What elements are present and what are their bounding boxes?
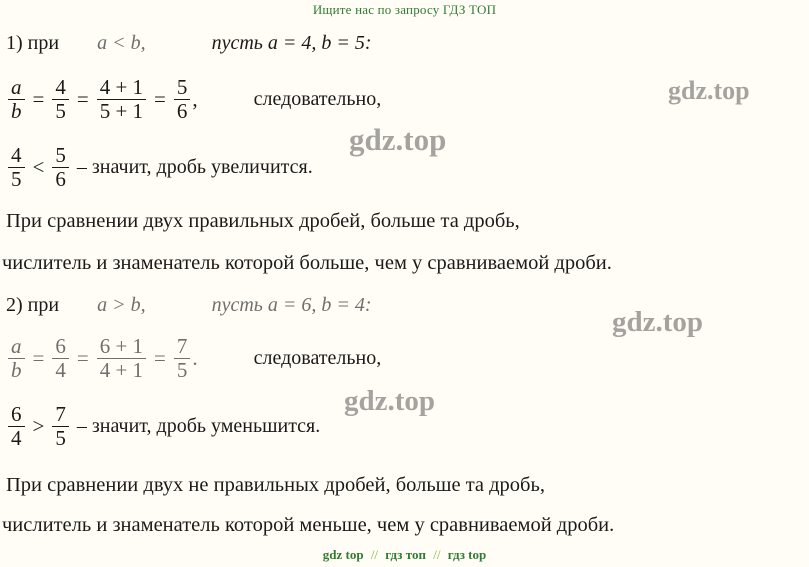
bottom-banner-left: gdz top: [322, 547, 364, 562]
watermark-gdz-top-4: gdz.top: [344, 385, 436, 417]
case1-index: 1) при: [6, 32, 60, 54]
equals-3: =: [154, 86, 166, 111]
case2-rule-line1: При сравнении двух не правильных дробей, больше та дробь,: [6, 474, 545, 496]
case1-rule-line1: При сравнении двух правильных дробей, больше та дробь,: [6, 210, 520, 232]
greater-than-sign: >: [32, 413, 45, 438]
case2-equation: [6, 335, 381, 381]
fraction-4-over-5-compare: $\frac{4}{5}$: [8, 144, 25, 190]
fraction-7-over-5-compare: $\frac{7}{5}$: [52, 403, 69, 449]
fraction-6plus1-over-4plus1: $\frac{6 + 1}{4 + 1}$: [97, 335, 146, 381]
fraction-4-over-5: $\frac{4}{5}$: [52, 76, 69, 122]
case1-equation: [6, 76, 381, 122]
case2-condition: a > b,: [97, 294, 146, 316]
bottom-banner-sep-2: //: [433, 547, 441, 562]
fraction-a-over-b: $\frac{a}{b}$: [8, 76, 25, 122]
case2-conclusion: – значит, дробь уменьшится.: [76, 414, 321, 437]
case1-lead: [6, 32, 372, 55]
fraction-6-over-4: $\frac{6}{4}$: [52, 335, 69, 381]
fraction-5-over-6-compare: $\frac{5}{6}$: [52, 144, 69, 190]
equals-1: =: [32, 86, 45, 111]
fraction-4plus1-over-5plus1: $\frac{4 + 1}{5 + 1}$: [97, 76, 146, 122]
bottom-banner-sep-1: //: [370, 547, 379, 562]
case2-assumption: пусть a = 6, b = 4:: [211, 294, 372, 316]
fraction-6-over-4-compare: $\frac{6}{4}$: [8, 403, 25, 449]
watermark-gdz-top-1: gdz.top: [668, 76, 750, 105]
fraction-a-over-b-2: $\frac{a}{b}$: [8, 335, 25, 381]
equals-3-case2: =: [154, 345, 166, 370]
case1-conclusion: – значит, дробь увеличится.: [76, 155, 313, 178]
less-than-sign: <: [32, 154, 45, 179]
equals-2: =: [76, 86, 89, 111]
case1-comparison: [6, 144, 313, 190]
watermark-gdz-top-2: gdz.top: [349, 122, 447, 157]
case1-assumption: пусть a = 4, b = 5:: [211, 32, 372, 54]
case2-index: 2) при: [6, 294, 60, 316]
equals-2-case2: =: [76, 345, 89, 370]
watermark-gdz-top-3: gdz.top: [612, 306, 704, 338]
case2-rule-line2: числитель и знаменатель которой меньше, чем у сравниваемой дроби.: [2, 514, 615, 536]
fraction-5-over-6: $\frac{5}{6}$: [174, 76, 191, 122]
case2-eq-period: .: [192, 345, 198, 370]
case1-rule-line2: числитель и знаменатель которой больше, чем у сравниваемой дроби.: [2, 252, 612, 274]
case1-condition: a < b,: [97, 32, 146, 54]
bottom-promo-banner: [0, 547, 809, 563]
case1-therefore: следовательно,: [253, 87, 382, 110]
fraction-7-over-5: $\frac{7}{5}$: [174, 335, 191, 381]
case2-therefore: следовательно,: [253, 346, 382, 369]
equals-1-case2: =: [32, 345, 45, 370]
bottom-banner-mid: гдз топ: [385, 547, 426, 562]
bottom-banner-right: гдз top: [447, 547, 487, 562]
top-promo-banner: Ищите нас по запросу ГДЗ ТОП: [312, 2, 497, 17]
case1-eq-comma: ,: [192, 86, 198, 111]
case2-comparison: [6, 403, 320, 449]
case2-lead: [6, 294, 372, 317]
